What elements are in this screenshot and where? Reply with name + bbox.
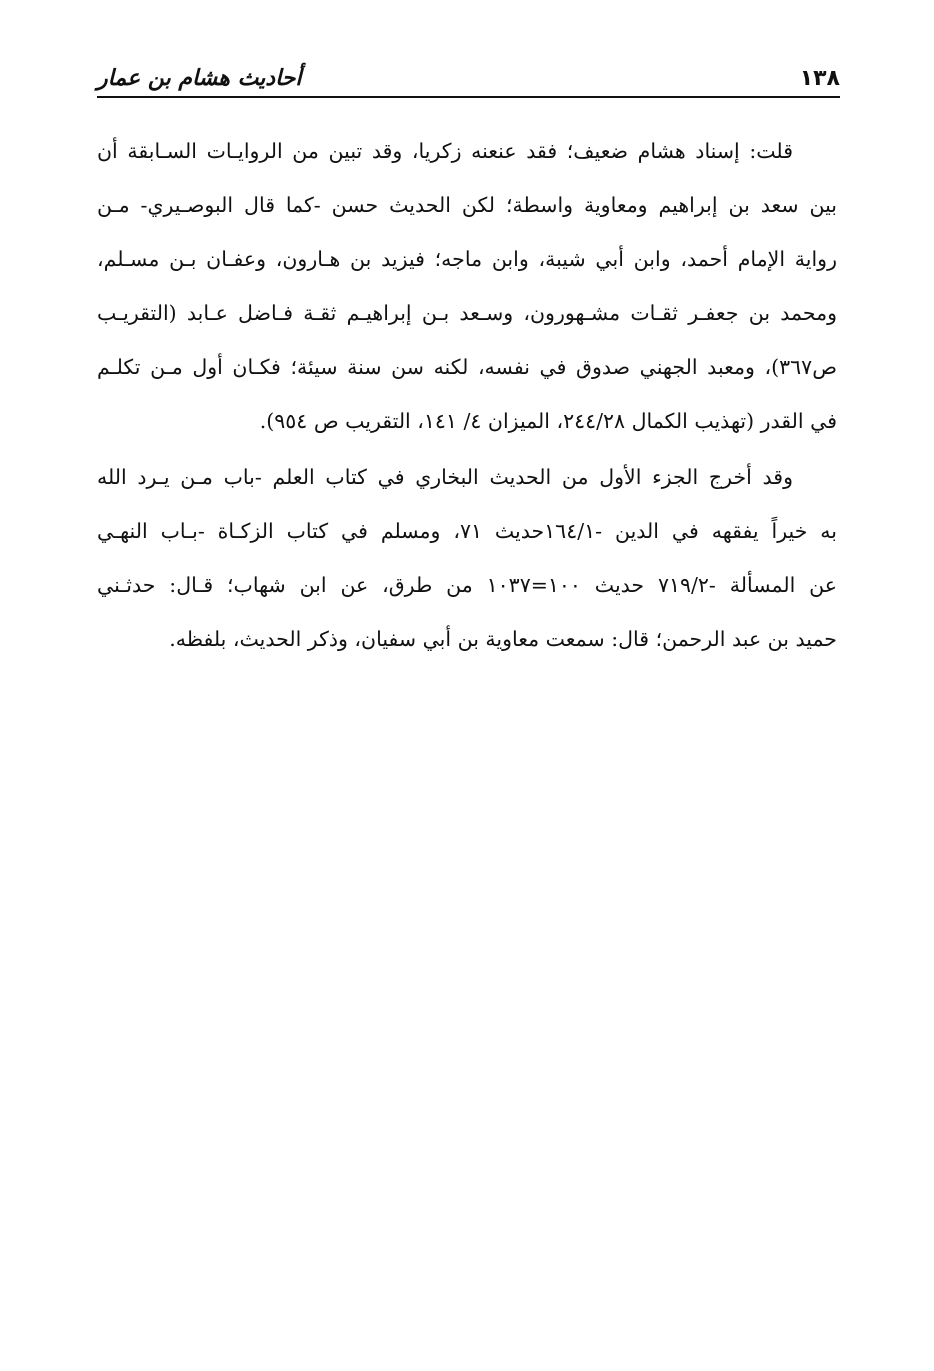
page-number: ١٣٨ xyxy=(799,66,840,91)
text-line: وقد أخرج الجزء الأول من الحديث البخاري في كتاب العلم -باب مـن يـرد الله xyxy=(97,465,793,489)
text-line: قلت: إسناد هشام ضعيف؛ فقد عنعنه زكريا، وقد تبين من الروايـات السـابقة أن xyxy=(97,139,793,163)
text-line: ومحمد بن جعفـر ثقـات مشـهورون، وسـعد بـن إبراهيـم ثقـة فـاضل عـابد (التقريـب xyxy=(97,301,837,325)
book-title: أحاديث هشام بن عمار xyxy=(97,66,302,91)
paragraph-1 xyxy=(97,128,837,452)
text-line: ص٣٦٧)، ومعبد الجهني صدوق في نفسه، لكنه سن سنة سيئة؛ فكـان أول مـن تكلـم xyxy=(97,355,837,379)
text-line: به خيراً يفقهه في الدين -١٦٤/١حديث ٧١، ومسلم في كتاب الزكـاة -بـاب النهـي xyxy=(97,519,837,543)
text-line: بين سعد بن إبراهيم ومعاوية واسطة؛ لكن الحديث حسن -كما قال البوصـيري- مـن xyxy=(97,193,837,217)
text-line: عن المسألة -٧١٩/٢ حديث ١٠٠=١٠٣٧ من طرق، عن ابن شهاب؛ قـال: حدثـني xyxy=(97,573,837,597)
running-header xyxy=(97,54,840,98)
paragraph-2 xyxy=(97,454,837,670)
text-line: في القدر (تهذيب الكمال ٢٤٤/٢٨، الميزان ٤/ ١٤١، التقريب ص ٩٥٤). xyxy=(259,409,837,433)
text-line: حميد بن عبد الرحمن؛ قال: سمعت معاوية بن أبي سفيان، وذكر الحديث، بلفظه. xyxy=(169,627,837,651)
body-text xyxy=(97,128,837,670)
text-line: رواية الإمام أحمد، وابن أبي شيبة، وابن ماجه؛ فيزيد بن هـارون، وعفـان بـن مسـلم، xyxy=(97,247,837,271)
